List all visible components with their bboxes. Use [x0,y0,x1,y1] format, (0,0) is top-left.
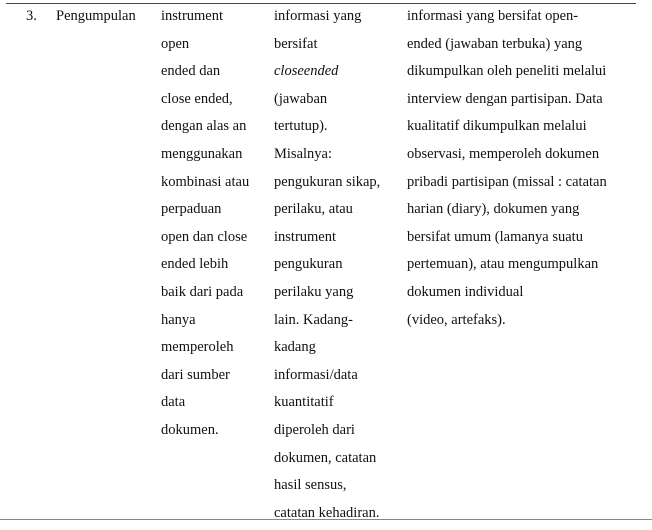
row-number-cell [26,6,37,34]
qualitative-line: informasi yang bersifat open- [407,8,579,24]
mixed-methods-line: perpaduan [161,201,222,218]
mixed-methods-line: kombinasi atau [161,173,250,190]
quantitative-line: lain. Kadang- [274,311,353,328]
mixed-methods-line: dari sumber [161,366,230,383]
stage-cell [56,6,136,34]
mixed-methods-line: data [161,394,186,411]
quantitative-line: (jawaban [274,90,328,107]
qualitative-line: kualitatif dikumpulkan melalui [407,118,587,135]
quantitative-line: diperoleh dari [274,421,355,438]
mixed-methods-line: dokumen. [161,421,219,438]
qualitative-line: dokumen individual [407,283,524,300]
quantitative-line: instrument [274,228,337,245]
qualitative-line: dikumpulkan oleh peneliti melalui [407,63,607,80]
qualitative-line: observasi, memperoleh dokumen [407,145,600,162]
qualitative-line: interview dengan partisipan. Data [407,90,603,107]
mixed-methods-line: instrument [161,8,224,24]
quantitative-line: informasi yang [274,8,362,24]
table-top-rule [6,3,636,4]
quantitative-line: pengukuran [274,256,343,273]
quantitative-line: hasil sensus, [274,477,347,494]
quantitative-cell [274,6,380,530]
mixed-methods-line: ended dan [161,63,221,80]
quantitative-line: kuantitatif [274,394,334,411]
quantitative-line: perilaku yang [274,283,354,300]
mixed-methods-line: close ended, [161,90,233,107]
quantitative-line: pengukuran sikap, [274,173,381,190]
mixed-methods-line: memperoleh [161,339,234,356]
mixed-methods-line: open dan close [161,228,248,245]
mixed-methods-line: ended lebih [161,256,229,273]
quantitative-line: catatan kehadiran. [274,504,380,521]
mixed-methods-cell [161,6,249,448]
qualitative-cell [407,6,607,337]
mixed-methods-line: hanya [161,311,196,328]
quantitative-line: kadang [274,339,316,356]
qualitative-line: (video, artefaks). [407,311,506,328]
row-number: 3. [26,8,37,24]
qualitative-line: bersifat umum (lamanya suatu [407,228,583,245]
mixed-methods-line: dengan alas an [161,118,247,135]
mixed-methods-line: open [161,35,190,52]
page-bottom-edge [0,519,652,520]
qualitative-line: pribadi partisipan (missal : catatan [407,173,607,190]
quantitative-line: bersifat [274,35,318,52]
stage-label: Pengumpulan [56,8,136,24]
mixed-methods-line: baik dari pada [161,283,244,300]
quantitative-line: perilaku, atau [274,201,353,218]
qualitative-line: pertemuan), atau mengumpulkan [407,256,599,273]
mixed-methods-line: menggunakan [161,145,243,162]
quantitative-line: informasi/data [274,366,358,383]
quantitative-line: closeended [274,63,339,80]
quantitative-line: dokumen, catatan [274,449,377,466]
qualitative-line: ended (jawaban terbuka) yang [407,35,583,52]
qualitative-line: harian (diary), dokumen yang [407,201,580,218]
quantitative-line: Misalnya: [274,145,332,162]
quantitative-line: tertutup). [274,118,328,135]
